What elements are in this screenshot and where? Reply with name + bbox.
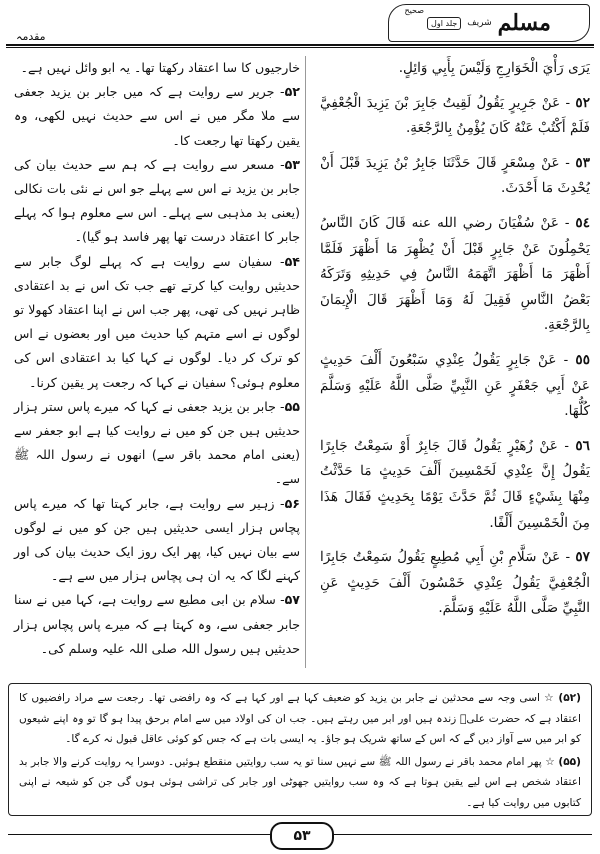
arabic-para: يَرَى رَأْيَ الْخَوَارِجِ وَلَيْسَ بِأَبِي وَائِلٍ. bbox=[398, 60, 590, 76]
footnote: (۵۲) ☆ اسی وجہ سے محدثین نے جابر بن یزید کو ضعیف کہا ہے اور کہا ہے کہ وہ رافضی تھا۔ رجعت سے مراد رافضیوں کا اعتقاد ہے کہ حضرت علیؓ زندہ ہیں اور ابر میں رہتے ہیں۔ جب ان کی اولاد میں سے امام برحق پیدا ہو گا تو وہ اپنے شیعوں کو ابر میں سے آواز دیں گے کہ اس کے ساتھ شریک ہو جاؤ۔ یہ ایسی بات ہے کہ جس کو کوئی عاقل قبول نہ کرے گا۔ bbox=[19, 692, 581, 745]
urdu-para: ۵۲- جریر سے روایت ہے کہ میں جابر بن یزید جعفی سے ملا مگر میں نے اس سے حدیث نہیں لکھی، وہ یقین رکھتا تھا رجعت کا۔ bbox=[14, 84, 300, 148]
arabic-column bbox=[320, 56, 590, 668]
volume-label: جلد اول bbox=[427, 17, 461, 30]
arabic-para: ٥٥ - عَنْ جَابِرٍ يَقُولُ عِنْدِي سَبْعُونَ أَلْفَ حَدِيثٍ عَنْ أَبِي جَعْفَرٍ عَنِ النَّبِيِّ صَلَّى اللَّهُ عَلَيْهِ وَسَلَّمَ كُلُّهَا. bbox=[320, 351, 590, 420]
urdu-para: ۵۷- سلام بن ابی مطیع سے روایت ہے، کہا میں نے سنا جابر جعفی سے، وہ کہتا ہے کہ میرے پاس پچاس ہزار حدیثیں ہیں رسول اللہ صلی اللہ علیہ وسلم کی۔ bbox=[14, 592, 300, 656]
arabic-para: ٥٣ - عَنْ مِسْعَرٍ قَالَ حَدَّثَنَا جَابِرُ بْنُ يَزِيدَ قَبْلَ أَنْ يُحْدِثَ مَا أَحْدَثَ. bbox=[320, 154, 590, 197]
footnote: (۵۵) ☆ پھر امام محمد باقر نے رسول اللہ ﷺ سے نہیں سنا تو یہ سب روایتیں منقطع ہوئیں۔ دوسرا یہ روایت کرنے والا جابر بد اعتقاد شخص ہے اس لیے یقین ہوتا ہے کہ وہ سب روایتیں جھوٹی اور جابر کی تراشی ہوئی ہوں گی جن کو شیعہ نے اپنی کتابوں میں روایت کیا ہے۔ bbox=[19, 755, 581, 809]
brand-prefix: صحیح bbox=[404, 6, 424, 15]
section-label: مقدمہ bbox=[16, 30, 46, 43]
arabic-para: ٥٧ - عَنْ سَلَّامِ بْنِ أَبِي مُطِيعٍ يَقُولُ سَمِعْتُ جَابِرًا الْجُعْفِيَّ يَقُولُ عِنْدِي خَمْسُونَ أَلْفَ حَدِيثٍ عَنِ النَّبِيِّ صَلَّى اللَّهُ عَلَيْهِ وَسَلَّمَ. bbox=[320, 549, 590, 617]
page-header bbox=[6, 4, 594, 46]
urdu-para: ۵۴- سفیان سے روایت ہے کہ پہلے لوگ جابر سے حدیثیں روایت کیا کرتے تھے جب تک اس نے بد اعتقادی ظاہر نہیں کی تھی، پھر جب اس نے اپنا اعتقاد کھولا تو لوگوں نے اسے متہم کیا حدیث میں اور بعضوں نے اس کو ترک کر دیا۔ لوگوں نے کہا کیا بد اعتقادی اس کی معلوم ہوئی؟ سفیان نے کہا کہ رجعت پر یقین کرنا۔ bbox=[14, 253, 300, 390]
brand-title: مسلم bbox=[497, 10, 551, 36]
header-rule bbox=[6, 44, 594, 46]
arabic-para: ٥٢ - عَنْ جَرِيرٍ يَقُولُ لَقِيتُ جَابِرَ بْنَ يَزِيدَ الْجُعْفِيَّ فَلَمْ أَكْتُبْ عَنْهُ كَانَ يُؤْمِنُ بِالرَّجْعَةِ. bbox=[320, 94, 590, 137]
urdu-para: ۵۶- زہیر سے روایت ہے، جابر کہتا تھا کہ میرے پاس پچاس ہزار ایسی حدیثیں ہیں جن کو میں نے لوگوں سے بیان نہیں کیا، پھر ایک روز ایک حدیث بیان کی اور کہنے لگا کہ یہ ان ہی پچاس ہزار میں سے ہے۔ bbox=[14, 495, 300, 584]
urdu-para: ۵۵- جابر بن یزید جعفی نے کہا کہ میرے پاس ستر ہزار حدیثیں ہیں جن کو میں نے روایت کیا ہے ابو جعفر سے (یعنی امام محمد باقر سے) انھوں نے رسول اللہ ﷺ سے۔ bbox=[14, 398, 300, 487]
column-divider bbox=[305, 56, 306, 668]
footnotes-box bbox=[8, 683, 592, 816]
urdu-column bbox=[14, 56, 300, 668]
brand-subtitle: شریف bbox=[467, 18, 492, 28]
arabic-para: ٥٦ - عَنْ زُهَيْرٍ يَقُولُ قَالَ جَابِرٌ أَوْ سَمِعْتُ جَابِرًا يَقُولُ إِنَّ عِنْدِي لَخَمْسِينَ أَلْفَ حَدِيثٍ مَا حَدَّثْتُ مِنْهَا بِشَيْءٍ قَالَ ثُمَّ حَدَّثَ يَوْمًا بِحَدِيثٍ فَقَالَ هَذَا مِنَ الْخَمْسِينَ أَلْفًا. bbox=[320, 437, 590, 531]
header-rule-inner bbox=[6, 47, 594, 48]
arabic-para: ٥٤ - عَنْ سُفْيَانَ رضي الله عنه قَالَ كَانَ النَّاسُ يَحْمِلُونَ عَنْ جَابِرٍ قَبْلَ أَنْ يُظْهِرَ مَا أَظْهَرَ فَلَمَّا أَظْهَرَ مَا أَظْهَرَ اتَّهَمَهُ النَّاسُ فِي حَدِيثِهِ وَتَرَكَهُ بَعْضُ النَّاسِ فَقِيلَ لَهُ وَمَا أَظْهَرَ قَالَ الْإِيمَانَ بِالرَّجْعَةِ. bbox=[320, 214, 590, 334]
page-number: ۵۳ bbox=[270, 822, 334, 850]
urdu-para: خارجیوں کا سا اعتقاد رکھتا تھا۔ یہ ابو وائل نہیں ہے۔ bbox=[20, 60, 300, 75]
urdu-para: ۵۳- مسعر سے روایت ہے کہ ہم سے حدیث بیان کی جابر بن یزید نے اس سے پہلے جو اس نے نئی بات نکالی (یعنی بد مذہبی سے پہلے۔ اس سے معلوم ہوا کہ پہلے جابر کا اعتقاد درست تھا پھر فاسد ہو گیا)۔ bbox=[14, 156, 300, 245]
